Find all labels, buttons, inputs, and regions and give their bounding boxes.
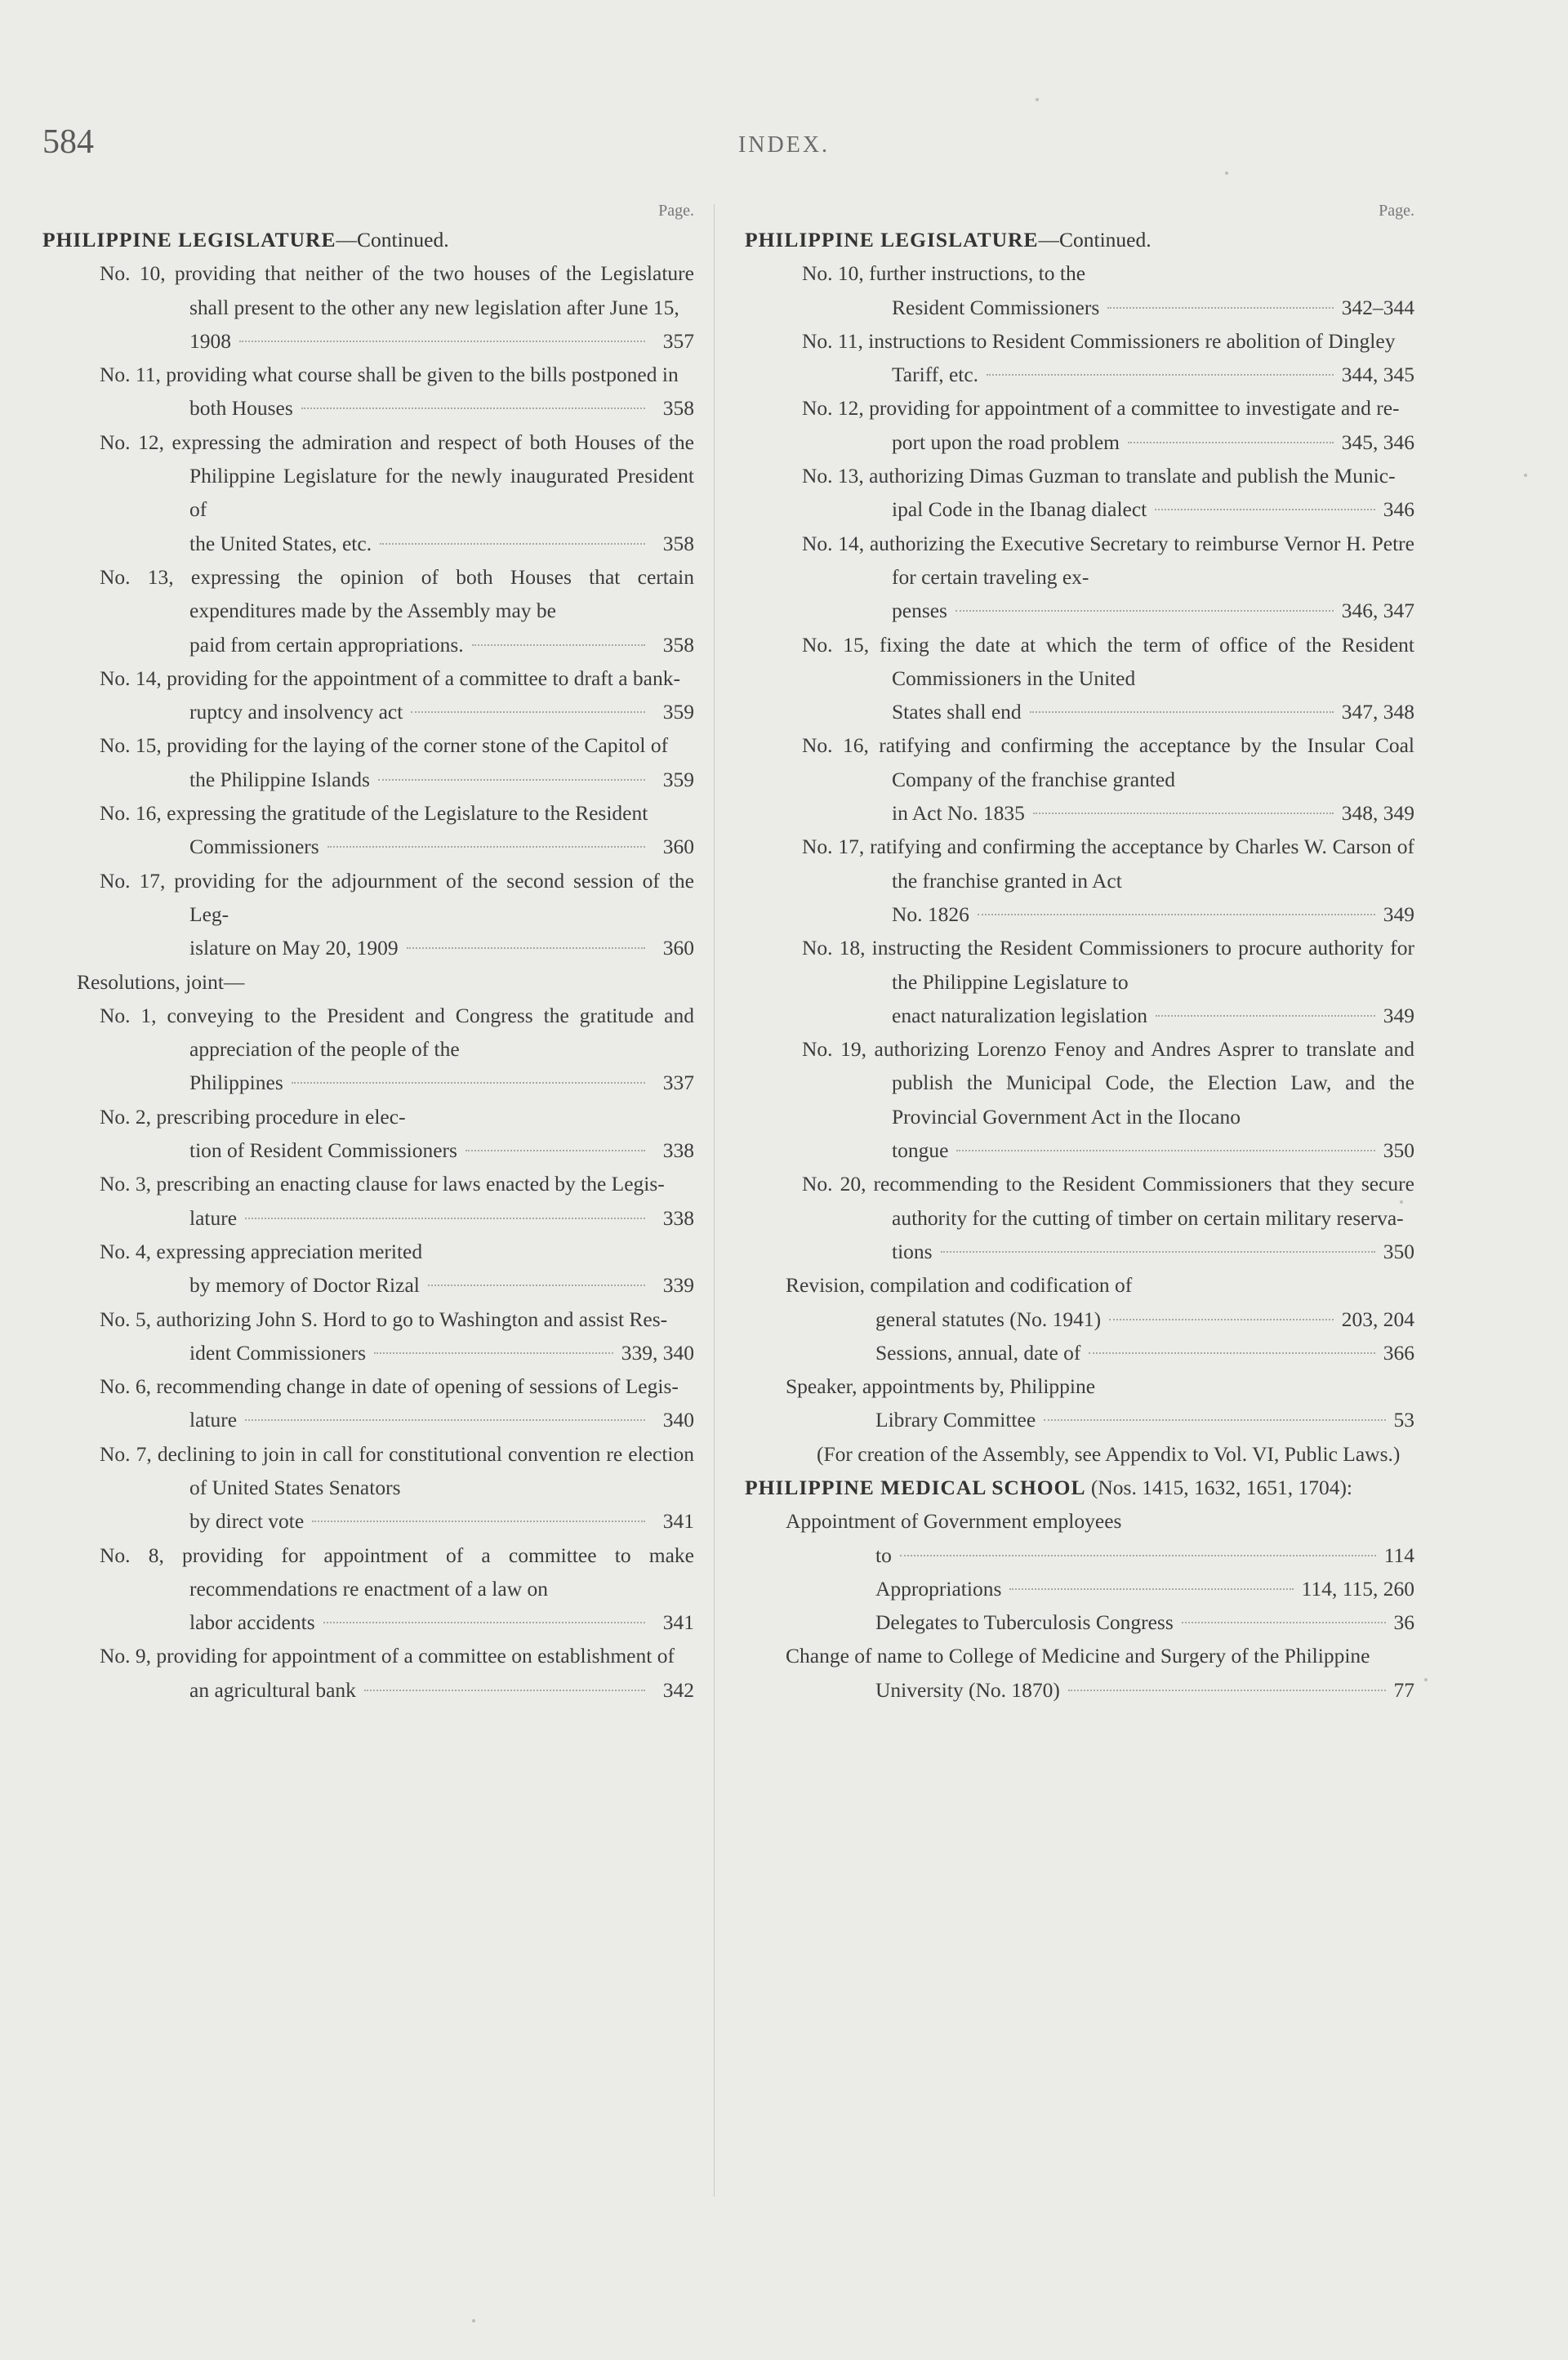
index-entry [100,358,694,425]
entry-leader-line [189,324,694,358]
entry-text: No. 10, providing that neither of the two houses of the Legislature shall present to the other any new legislation after June 15, [100,261,694,319]
entry-text-end: No. 1826 [892,902,969,926]
index-entry [100,1369,694,1437]
entry-leader-line [892,695,1414,728]
entry-text-end: by memory of Doctor Rizal [189,1273,420,1298]
entry-text-end: in Act No. 1835 [892,801,1025,826]
dot-leader [1068,1690,1386,1691]
index-entry [802,1032,1414,1167]
entry-text: No. 11, instructions to Resident Commissioners re abolition of Dingley [802,328,1396,353]
page-reference: 53 [1393,1408,1414,1432]
page-reference: 77 [1393,1677,1414,1702]
index-entry [786,1504,1414,1572]
dot-leader [1182,1622,1386,1623]
page-reference: 358 [662,531,694,555]
page-reference: 358 [662,632,694,657]
entry-text: No. 7, declining to join in call for constitutional convention re election of United States Senators [100,1441,694,1499]
entry-leader-line [892,1133,1414,1167]
entry-leader-line [189,1673,694,1707]
index-entry [802,931,1414,1032]
index-entry [786,1268,1414,1336]
heading-continued: —Continued. [336,228,449,252]
entry-leader-line [892,492,1414,526]
page-reference: 342 [662,1677,694,1702]
entry-text-end: tion of Resident Commissioners [189,1138,457,1163]
dot-leader [1109,1319,1334,1320]
page-reference: 347, 348 [1341,700,1414,724]
index-entry [786,1336,1414,1369]
entry-leader-line [189,628,694,661]
entry-text: No. 15, providing for the laying of the corner stone of the Capitol of [100,733,669,758]
entry-text-end: ident Commissioners [189,1340,367,1365]
entry-text: Revision, compilation and codification of [786,1273,1133,1298]
entry-text-end: ruptcy and insolvency act [189,700,403,724]
entry-leader-line [875,1572,1414,1605]
page-reference: 357 [662,328,694,353]
entry-leader-line [892,897,1414,931]
entry-leader-line [189,1066,694,1099]
entry-text-end: Commissioners [189,835,319,859]
page-reference: 359 [662,767,694,791]
entry-text: No. 6, recommending change in date of opening of sessions of Legis- [100,1374,679,1399]
index-entry [802,459,1414,527]
entry-leader-line [189,1133,694,1167]
right-column [745,198,1414,1707]
entry-text-end: to [875,1543,892,1567]
dot-leader [941,1251,1375,1253]
heading-title: PHILIPPINE LEGISLATURE [42,228,336,252]
entry-text-end: both Houses [189,396,293,421]
index-entry [786,1369,1414,1437]
entry-text: No. 10, further instructions, to the [802,261,1086,286]
entry-text: No. 15, fixing the date at which the term of office of the Resident Commissioners in the United [802,632,1414,690]
cross-reference-note: (For creation of the Assembly, see Appendix to Vol. VI, Public Laws.) [817,1441,1401,1466]
page-reference: 360 [662,936,694,960]
dot-leader [245,1419,645,1421]
dot-leader [374,1352,613,1354]
joint-resolutions-list [42,999,694,1707]
entry-text-end: the United States, etc. [189,531,372,555]
entry-leader-line [189,1336,694,1369]
index-entry [100,1167,694,1235]
entry-text-end: ipal Code in the Ibanag dialect [892,497,1147,522]
index-entry [786,1639,1414,1707]
index-entry [802,256,1414,324]
entry-text: No. 5, authorizing John S. Hord to go to Washington and assist Res- [100,1307,668,1331]
page-reference: 339 [662,1273,694,1298]
page-reference: 358 [662,396,694,421]
dot-leader [987,374,1334,376]
entry-leader-line [189,1201,694,1235]
dot-leader [956,610,1334,612]
index-entry [802,1167,1414,1268]
dot-leader [378,779,645,781]
page-reference: 338 [662,1205,694,1230]
entry-text: No. 12, providing for appointment of a committee to investigate and re- [802,396,1400,421]
index-entry [802,830,1414,931]
paper-speck [1036,98,1039,101]
entry-text-end: tongue [892,1138,949,1163]
page-reference: 338 [662,1138,694,1163]
medical-school-title: PHILIPPINE MEDICAL SCHOOL [745,1475,1086,1499]
page-reference: 345, 346 [1341,430,1414,454]
entry-text-end: penses [892,599,947,623]
entry-text: No. 14, authorizing the Executive Secretary to reimburse Vernor H. Petre for certain traveling ex- [802,531,1414,589]
entry-text-end: the Philippine Islands [189,767,370,791]
page-reference: 341 [662,1610,694,1635]
dot-leader [407,947,645,949]
entry-text-end: Library Committee [875,1408,1036,1432]
paper-speck [472,2319,475,2322]
entry-leader-line [892,358,1414,391]
dot-leader [1155,509,1374,510]
section-heading [745,223,1414,256]
index-entry [100,661,694,729]
index-entry [802,527,1414,628]
page-reference: 203, 204 [1341,1307,1414,1331]
entry-text: No. 3, prescribing an enacting clause for laws enacted by the Legis- [100,1172,665,1196]
entry-text: Speaker, appointments by, Philippine [786,1374,1096,1399]
entry-text-end: general statutes (No. 1941) [875,1307,1102,1331]
heading-continued: —Continued. [1038,228,1152,252]
entry-leader-line [189,1268,694,1302]
dot-leader [472,644,645,646]
index-entry [100,796,694,864]
index-entry [100,425,694,560]
entry-leader-line [875,1605,1414,1639]
left-column [42,198,694,1707]
entry-text: No. 8, providing for appointment of a committee to make recommendations re enactment of a law on [100,1543,694,1601]
page-reference: 366 [1383,1340,1414,1365]
entry-text: No. 11, providing what course shall be given to the bills postponed in [100,363,679,387]
entry-text-end: States shall end [892,700,1022,724]
entry-text-end: Sessions, annual, date of [875,1340,1081,1365]
page-reference: 349 [1383,1003,1414,1027]
page-column-label: Page. [658,202,694,220]
entry-leader-line [189,527,694,560]
page-reference: 342–344 [1341,295,1414,319]
heading-title: PHILIPPINE LEGISLATURE [745,228,1039,252]
index-entry [100,1100,694,1168]
entry-text: No. 17, ratifying and confirming the acceptance by Charles W. Carson of the franchise granted in Act [802,835,1414,893]
index-entry [100,1302,694,1370]
entry-text: No. 20, recommending to the Resident Commissioners that they secure authority for the cutting of timber on certain military reserva- [802,1172,1414,1230]
dot-leader [245,1218,645,1219]
index-entry [100,1639,694,1707]
entry-leader-line [892,1235,1414,1268]
entry-text-end: port upon the road problem [892,430,1120,454]
index-entry [100,560,694,661]
index-entry [802,628,1414,729]
entry-text-end: paid from certain appropriations. [189,632,464,657]
entry-text: No. 18, instructing the Resident Commissioners to procure authority for the Philippine Legislature to [802,936,1414,994]
entry-leader-line [875,1403,1414,1436]
entry-text: Change of name to College of Medicine and Surgery of the Philippine [786,1644,1370,1668]
entry-text-end: by direct vote [189,1509,305,1534]
page-reference: 346 [1383,497,1414,522]
entry-text-end: Philippines [189,1071,283,1095]
dot-leader [380,543,645,545]
entry-text-end: University (No. 1870) [875,1677,1060,1702]
entry-text-end: islature on May 20, 1909 [189,936,399,960]
entry-text: No. 16, ratifying and confirming the acceptance by the Insular Coal Company of the franchise granted [802,733,1414,791]
other-entries-list [745,1268,1414,1436]
index-entry [802,391,1414,459]
page-reference: 350 [1383,1239,1414,1263]
index-entry [786,1605,1414,1639]
entry-leader-line [189,695,694,728]
entry-leader-line [875,1538,1414,1572]
entry-text: No. 16, expressing the gratitude of the Legislature to the Resident [100,801,648,826]
dot-leader [466,1150,645,1151]
dot-leader [301,407,645,409]
dot-leader [239,341,645,342]
entry-text-end: Resident Commissioners [892,295,1100,319]
entry-leader-line [892,291,1414,324]
dot-leader [1128,442,1334,443]
entry-text-end: lature [189,1205,238,1230]
entry-leader-line [189,391,694,425]
dot-leader [1156,1015,1375,1017]
index-entry [802,324,1414,392]
entry-leader-line [892,999,1414,1032]
page-reference: 114, 115, 260 [1301,1576,1414,1601]
dot-leader [900,1555,1376,1556]
dot-leader [364,1690,645,1691]
entry-leader-line [875,1302,1414,1336]
page-number: 584 [42,123,94,161]
dot-leader [428,1285,645,1286]
entry-leader-line [892,425,1414,459]
entry-text-end: Tariff, etc. [892,363,979,387]
entry-text-end: Delegates to Tuberculosis Congress [875,1610,1174,1635]
entry-leader-line [189,763,694,796]
entry-text: No. 13, expressing the opinion of both Houses that certain expenditures made by the Assembly may be [100,564,694,623]
dot-leader [411,711,645,713]
entry-text: No. 14, providing for the appointment of a committee to draft a bank- [100,666,680,690]
entry-text-end: lature [189,1408,238,1432]
medical-school-entries [745,1504,1414,1707]
joint-resolutions-heading: Resolutions, joint— [77,969,245,994]
entry-leader-line [189,1605,694,1639]
dot-leader [956,1150,1374,1151]
dot-leader [312,1521,645,1522]
entry-text-end: enact naturalization legislation [892,1003,1147,1027]
entry-text-end: Appropriations [875,1576,1002,1601]
dot-leader [1089,1352,1374,1354]
entry-leader-line [189,1504,694,1538]
section-heading [42,223,694,256]
page-reference: 114 [1383,1543,1414,1567]
index-entry [100,728,694,796]
entry-text: No. 17, providing for the adjournment of the second session of the Leg- [100,868,694,926]
entry-leader-line [875,1336,1414,1369]
entry-text: No. 4, expressing appreciation merited [100,1239,423,1263]
entry-leader-line [189,931,694,964]
index-entry [100,256,694,358]
entry-text: No. 1, conveying to the President and Congress the gratitude and appreciation of the people of the [100,1003,694,1062]
medical-school-acts: (Nos. 1415, 1632, 1651, 1704): [1090,1475,1353,1499]
index-entry [100,1538,694,1640]
index-entry [100,1235,694,1302]
page-reference: 339, 340 [621,1340,694,1365]
entry-text: No. 19, authorizing Lorenzo Fenoy and Andres Asprer to translate and publish the Municipal Code, the Election Law, and the Provincial Government Act in the Ilocano [802,1037,1414,1129]
page-reference: 337 [662,1071,694,1095]
entry-leader-line [189,1403,694,1436]
page-reference: 360 [662,835,694,859]
page-reference: 36 [1393,1610,1414,1635]
page-header [0,122,1568,188]
page-reference: 341 [662,1509,694,1534]
column-divider [714,204,715,2197]
paper-speck [1424,1678,1428,1681]
index-entry [100,999,694,1100]
entry-text: No. 9, providing for appointment of a committee on establishment of [100,1644,675,1668]
entry-leader-line [875,1673,1414,1707]
dot-leader [1009,1588,1293,1590]
page-reference: 348, 349 [1341,801,1414,826]
page-reference: 346, 347 [1341,599,1414,623]
entry-leader-line [892,796,1414,830]
index-entry [802,728,1414,830]
concurrent-resolutions-list [42,256,694,964]
page-reference: 340 [662,1408,694,1432]
entry-text: Appointment of Government employees [786,1509,1122,1534]
entry-text-end: 1908 [189,328,231,353]
page-reference: 344, 345 [1341,363,1414,387]
paper-speck [1524,474,1527,477]
entry-text: No. 13, authorizing Dimas Guzman to translate and publish the Munic- [802,464,1396,488]
entry-text: No. 2, prescribing procedure in elec- [100,1104,406,1129]
dot-leader [978,914,1375,915]
dot-leader [323,1622,645,1623]
page-reference: 359 [662,700,694,724]
page-reference: 349 [1383,902,1414,926]
entry-text-end: labor accidents [189,1610,315,1635]
medical-school-heading [745,1471,1414,1504]
dot-leader [1107,307,1333,309]
dot-leader [1033,813,1334,814]
page-column-label: Page. [1379,202,1414,220]
entry-text-end: tions [892,1239,933,1263]
dot-leader [1044,1419,1385,1421]
entry-text: No. 12, expressing the admiration and respect of both Houses of the Philippine Legislature for the newly inaugurated President of [100,430,694,522]
index-entry [786,1572,1414,1605]
page-reference: 350 [1383,1138,1414,1163]
entry-text-end: an agricultural bank [189,1677,356,1702]
joint-resolutions-list [745,256,1414,1268]
dot-leader [327,846,645,848]
index-entry [100,864,694,965]
dot-leader [292,1082,645,1084]
entry-leader-line [189,830,694,863]
index-entry [100,1437,694,1538]
entry-leader-line [892,594,1414,627]
dot-leader [1030,711,1334,713]
page-title: INDEX. [737,132,831,158]
